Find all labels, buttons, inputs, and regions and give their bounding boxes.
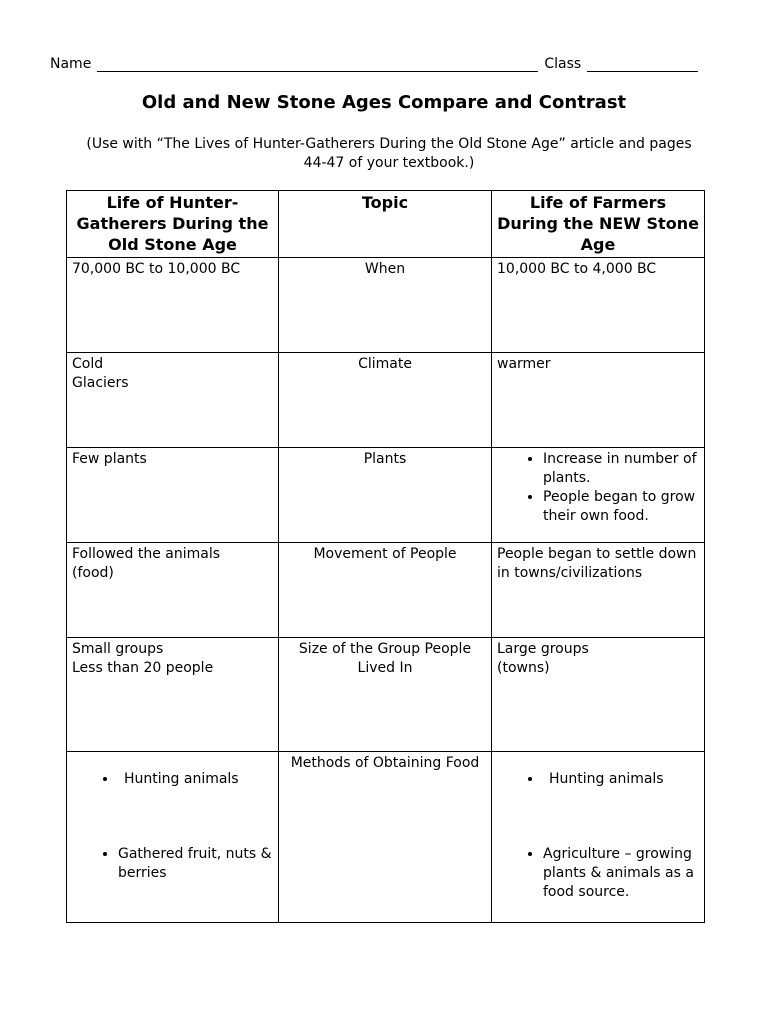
list-item: • Gathered fruit, nuts & berries (118, 845, 273, 883)
new-group-size-cell[interactable]: Large groups (towns) (492, 638, 705, 752)
class-blank-line[interactable] (587, 57, 698, 72)
bullet-list (72, 754, 273, 883)
list-item: • Hunting animals (118, 770, 273, 789)
table-row (67, 448, 705, 543)
page-title: Old and New Stone Ages Compare and Contrast (141, 92, 627, 113)
header-topic: Topic (279, 191, 492, 258)
class-label: Class (544, 56, 582, 72)
header-old-stone-age: Life of Hunter-Gatherers During the Old Stone Age (67, 191, 279, 258)
old-plants-cell[interactable]: Few plants (67, 448, 279, 543)
table-row (67, 353, 705, 448)
new-food-cell[interactable] (492, 752, 705, 923)
bullet-list (497, 754, 699, 902)
table-row (67, 543, 705, 638)
topic-plants: Plants (279, 448, 492, 543)
name-blank-line[interactable] (97, 57, 538, 72)
table-row (67, 752, 705, 923)
instructions (50, 135, 728, 173)
header-new-stone-age: Life of Farmers During the NEW Stone Age (492, 191, 705, 258)
new-movement-cell[interactable]: People began to settle down in towns/civilizations (492, 543, 705, 638)
instructions-line-1: (Use with “The Lives of Hunter-Gatherers During the Old Stone Age” article and pages (86, 136, 692, 152)
instructions-line-2: 44-47 of your textbook.) (303, 155, 475, 171)
name-label: Name (50, 56, 92, 72)
old-group-size-cell[interactable]: Small groups Less than 20 people (67, 638, 279, 752)
old-when-cell[interactable]: 70,000 BC to 10,000 BC (67, 258, 279, 353)
topic-when: When (279, 258, 492, 353)
old-climate-cell[interactable]: Cold Glaciers (67, 353, 279, 448)
name-class-line (50, 52, 698, 72)
bullet-list (497, 450, 699, 526)
topic-movement: Movement of People (279, 543, 492, 638)
table-row (67, 258, 705, 353)
list-item: • People began to grow their own food. (543, 488, 699, 526)
new-plants-cell[interactable] (492, 448, 705, 543)
compare-contrast-table (66, 190, 705, 923)
topic-climate: Climate (279, 353, 492, 448)
list-item: • Hunting animals (543, 770, 699, 789)
old-movement-cell[interactable]: Followed the animals (food) (67, 543, 279, 638)
old-food-cell[interactable] (67, 752, 279, 923)
list-item: • Agriculture – growing plants & animals as a food source. (543, 845, 699, 902)
topic-group-size: Size of the Group People Lived In (279, 638, 492, 752)
new-when-cell[interactable]: 10,000 BC to 4,000 BC (492, 258, 705, 353)
table-row (67, 638, 705, 752)
list-item: • Increase in number of plants. (543, 450, 699, 488)
new-climate-cell[interactable]: warmer (492, 353, 705, 448)
topic-food: Methods of Obtaining Food (279, 752, 492, 923)
